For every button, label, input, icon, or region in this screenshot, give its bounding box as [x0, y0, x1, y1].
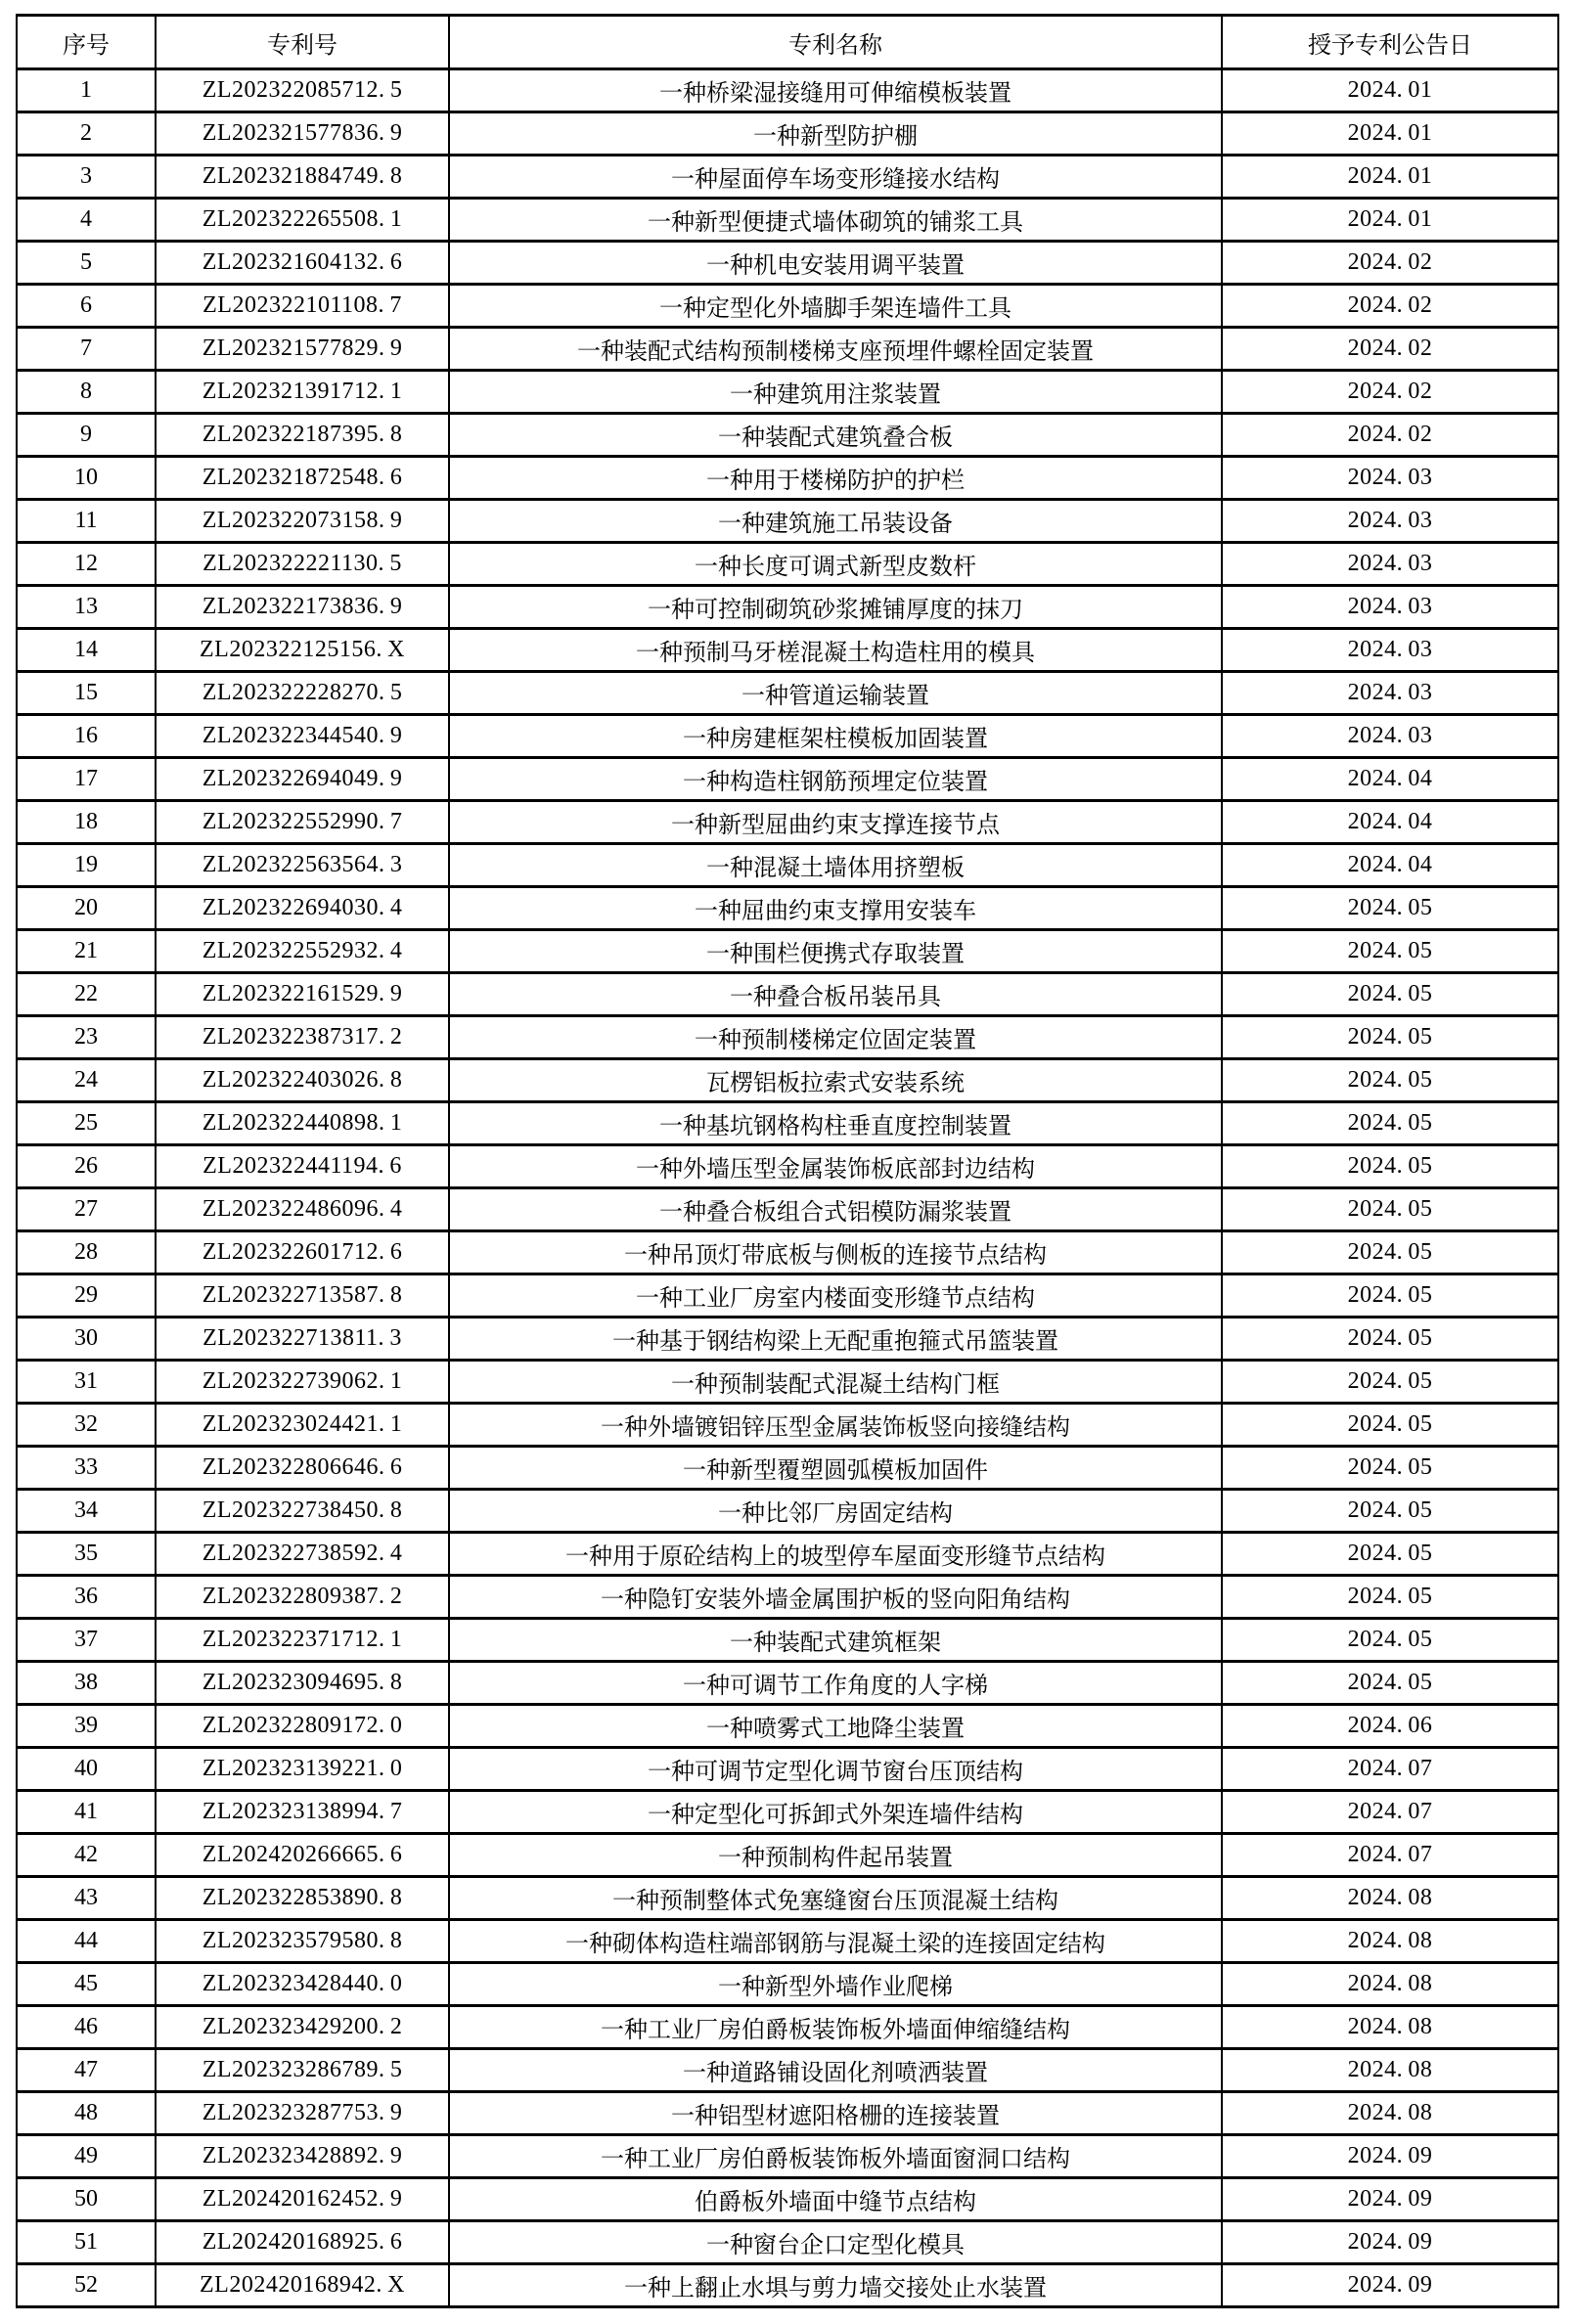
cell-index: 6 [17, 285, 156, 328]
table-row [17, 1920, 1558, 1963]
cell-patent-no: ZL202322552932. 4 [156, 930, 449, 973]
cell-grant-date: 2024. 09 [1222, 2178, 1558, 2221]
table-row [17, 199, 1558, 242]
cell-patent-name: 一种新型防护棚 [449, 112, 1222, 156]
cell-index: 24 [17, 1059, 156, 1102]
table-row [17, 285, 1558, 328]
cell-grant-date: 2024. 08 [1222, 1920, 1558, 1963]
cell-index: 43 [17, 1877, 156, 1920]
cell-grant-date: 2024. 08 [1222, 2092, 1558, 2135]
cell-grant-date: 2024. 07 [1222, 1791, 1558, 1834]
cell-index: 25 [17, 1102, 156, 1145]
table-row [17, 1877, 1558, 1920]
cell-patent-no: ZL202322713587. 8 [156, 1274, 449, 1318]
cell-patent-name: 一种建筑施工吊装设备 [449, 500, 1222, 543]
table-row [17, 1145, 1558, 1188]
table-row [17, 242, 1558, 285]
cell-grant-date: 2024. 01 [1222, 156, 1558, 199]
table-header-row [17, 16, 1558, 69]
cell-patent-name: 一种建筑用注浆装置 [449, 371, 1222, 414]
cell-patent-no: ZL202321577829. 9 [156, 328, 449, 371]
cell-patent-name: 一种装配式建筑叠合板 [449, 414, 1222, 457]
table-row [17, 672, 1558, 715]
cell-index: 35 [17, 1533, 156, 1576]
cell-index: 42 [17, 1834, 156, 1877]
cell-patent-name: 一种工业厂房伯爵板装饰板外墙面窗洞口结构 [449, 2135, 1222, 2178]
cell-patent-no: ZL202322344540. 9 [156, 715, 449, 758]
cell-patent-name: 一种基于钢结构梁上无配重抱箍式吊篮装置 [449, 1318, 1222, 1361]
table-row [17, 2264, 1558, 2307]
cell-index: 36 [17, 1576, 156, 1619]
table-row [17, 1102, 1558, 1145]
cell-grant-date: 2024. 05 [1222, 1318, 1558, 1361]
cell-index: 49 [17, 2135, 156, 2178]
cell-patent-no: ZL202322738592. 4 [156, 1533, 449, 1576]
cell-patent-name: 一种外墙压型金属装饰板底部封边结构 [449, 1145, 1222, 1188]
cell-patent-no: ZL202323429200. 2 [156, 2006, 449, 2049]
table-row [17, 156, 1558, 199]
cell-grant-date: 2024. 05 [1222, 1059, 1558, 1102]
cell-index: 31 [17, 1361, 156, 1404]
table-row [17, 1361, 1558, 1404]
cell-patent-name: 一种新型便捷式墙体砌筑的铺浆工具 [449, 199, 1222, 242]
cell-patent-name: 一种窗台企口定型化模具 [449, 2221, 1222, 2264]
cell-patent-name: 一种新型屈曲约束支撑连接节点 [449, 801, 1222, 844]
table-row [17, 1963, 1558, 2006]
table-row [17, 2221, 1558, 2264]
cell-patent-no: ZL202322486096. 4 [156, 1188, 449, 1231]
table-row [17, 844, 1558, 887]
cell-patent-no: ZL202323138994. 7 [156, 1791, 449, 1834]
cell-patent-no: ZL202322806646. 6 [156, 1447, 449, 1490]
table-row [17, 2092, 1558, 2135]
cell-patent-no: ZL202322265508. 1 [156, 199, 449, 242]
table-row [17, 457, 1558, 500]
cell-patent-no: ZL202322125156. X [156, 629, 449, 672]
table-row [17, 1705, 1558, 1748]
cell-grant-date: 2024. 04 [1222, 844, 1558, 887]
cell-index: 45 [17, 1963, 156, 2006]
cell-patent-name: 一种基坑钢格构柱垂直度控制装置 [449, 1102, 1222, 1145]
cell-patent-name: 一种定型化可拆卸式外架连墙件结构 [449, 1791, 1222, 1834]
cell-patent-no: ZL202323579580. 8 [156, 1920, 449, 1963]
cell-patent-no: ZL202420266665. 6 [156, 1834, 449, 1877]
cell-grant-date: 2024. 02 [1222, 242, 1558, 285]
cell-patent-no: ZL202322713811. 3 [156, 1318, 449, 1361]
cell-grant-date: 2024. 03 [1222, 543, 1558, 586]
cell-index: 33 [17, 1447, 156, 1490]
cell-patent-no: ZL202322441194. 6 [156, 1145, 449, 1188]
cell-grant-date: 2024. 05 [1222, 1231, 1558, 1274]
cell-grant-date: 2024. 08 [1222, 1877, 1558, 1920]
cell-patent-no: ZL202323024421. 1 [156, 1404, 449, 1447]
cell-index: 46 [17, 2006, 156, 2049]
cell-patent-no: ZL202322387317. 2 [156, 1016, 449, 1059]
cell-grant-date: 2024. 05 [1222, 1361, 1558, 1404]
cell-index: 2 [17, 112, 156, 156]
cell-index: 37 [17, 1619, 156, 1662]
cell-patent-name: 一种铝型材遮阳格栅的连接装置 [449, 2092, 1222, 2135]
cell-patent-name: 一种机电安装用调平装置 [449, 242, 1222, 285]
table-row [17, 2135, 1558, 2178]
cell-index: 41 [17, 1791, 156, 1834]
cell-index: 1 [17, 69, 156, 112]
cell-grant-date: 2024. 05 [1222, 1619, 1558, 1662]
cell-patent-name: 一种预制整体式免塞缝窗台压顶混凝土结构 [449, 1877, 1222, 1920]
cell-patent-name: 一种管道运输装置 [449, 672, 1222, 715]
cell-index: 51 [17, 2221, 156, 2264]
cell-patent-no: ZL202322221130. 5 [156, 543, 449, 586]
cell-index: 12 [17, 543, 156, 586]
cell-index: 10 [17, 457, 156, 500]
cell-grant-date: 2024. 05 [1222, 1576, 1558, 1619]
cell-patent-name: 一种上翻止水埧与剪力墙交接处止水装置 [449, 2264, 1222, 2307]
table-row [17, 414, 1558, 457]
table-row [17, 500, 1558, 543]
cell-patent-name: 一种装配式建筑框架 [449, 1619, 1222, 1662]
cell-patent-no: ZL202322403026. 8 [156, 1059, 449, 1102]
cell-grant-date: 2024. 02 [1222, 414, 1558, 457]
cell-patent-name: 一种房建框架柱模板加固装置 [449, 715, 1222, 758]
cell-patent-no: ZL202323428440. 0 [156, 1963, 449, 2006]
cell-grant-date: 2024. 05 [1222, 1102, 1558, 1145]
cell-patent-no: ZL202322601712. 6 [156, 1231, 449, 1274]
cell-index: 3 [17, 156, 156, 199]
cell-index: 47 [17, 2049, 156, 2092]
cell-patent-name: 一种叠合板吊装吊具 [449, 973, 1222, 1016]
cell-patent-name: 一种预制装配式混凝土结构门框 [449, 1361, 1222, 1404]
table-row [17, 1619, 1558, 1662]
cell-grant-date: 2024. 09 [1222, 2221, 1558, 2264]
cell-patent-no: ZL202322694049. 9 [156, 758, 449, 801]
cell-patent-no: ZL202323287753. 9 [156, 2092, 449, 2135]
cell-grant-date: 2024. 05 [1222, 1274, 1558, 1318]
cell-patent-no: ZL202321872548. 6 [156, 457, 449, 500]
table-row [17, 371, 1558, 414]
cell-patent-name: 一种比邻厂房固定结构 [449, 1490, 1222, 1533]
cell-grant-date: 2024. 03 [1222, 500, 1558, 543]
cell-index: 27 [17, 1188, 156, 1231]
cell-grant-date: 2024. 03 [1222, 629, 1558, 672]
cell-grant-date: 2024. 07 [1222, 1834, 1558, 1877]
cell-grant-date: 2024. 05 [1222, 1447, 1558, 1490]
cell-patent-no: ZL202323286789. 5 [156, 2049, 449, 2092]
cell-grant-date: 2024. 03 [1222, 586, 1558, 629]
cell-patent-name: 一种用于楼梯防护的护栏 [449, 457, 1222, 500]
cell-grant-date: 2024. 05 [1222, 1188, 1558, 1231]
cell-patent-name: 一种预制楼梯定位固定装置 [449, 1016, 1222, 1059]
cell-grant-date: 2024. 02 [1222, 371, 1558, 414]
cell-patent-name: 一种工业厂房伯爵板装饰板外墙面伸缩缝结构 [449, 2006, 1222, 2049]
cell-patent-no: ZL202321577836. 9 [156, 112, 449, 156]
cell-index: 11 [17, 500, 156, 543]
cell-patent-no: ZL202420168942. X [156, 2264, 449, 2307]
table-row [17, 328, 1558, 371]
cell-patent-name: 一种屋面停车场变形缝接水结构 [449, 156, 1222, 199]
table-row [17, 1188, 1558, 1231]
column-header-patent-no: 专利号 [156, 16, 449, 69]
cell-index: 34 [17, 1490, 156, 1533]
table-row [17, 69, 1558, 112]
table-row [17, 2049, 1558, 2092]
cell-grant-date: 2024. 01 [1222, 199, 1558, 242]
table-row [17, 1059, 1558, 1102]
cell-grant-date: 2024. 04 [1222, 801, 1558, 844]
cell-index: 5 [17, 242, 156, 285]
cell-patent-name: 一种外墙镀铝锌压型金属装饰板竖向接缝结构 [449, 1404, 1222, 1447]
cell-patent-no: ZL202322228270. 5 [156, 672, 449, 715]
cell-grant-date: 2024. 01 [1222, 112, 1558, 156]
cell-index: 23 [17, 1016, 156, 1059]
cell-index: 44 [17, 1920, 156, 1963]
cell-index: 21 [17, 930, 156, 973]
column-header-patent-name: 专利名称 [449, 16, 1222, 69]
cell-patent-no: ZL202321391712. 1 [156, 371, 449, 414]
cell-patent-no: ZL202321604132. 6 [156, 242, 449, 285]
cell-grant-date: 2024. 05 [1222, 930, 1558, 973]
table-row [17, 973, 1558, 1016]
table-row [17, 1490, 1558, 1533]
cell-index: 28 [17, 1231, 156, 1274]
cell-patent-no: ZL202322853890. 8 [156, 1877, 449, 1920]
table-row [17, 1404, 1558, 1447]
table-row [17, 1231, 1558, 1274]
cell-patent-no: ZL202323139221. 0 [156, 1748, 449, 1791]
table-row [17, 1447, 1558, 1490]
table-row [17, 930, 1558, 973]
cell-grant-date: 2024. 05 [1222, 887, 1558, 930]
table-row [17, 1662, 1558, 1705]
cell-grant-date: 2024. 05 [1222, 1404, 1558, 1447]
table-body [17, 69, 1558, 2307]
cell-patent-no: ZL202322173836. 9 [156, 586, 449, 629]
cell-grant-date: 2024. 01 [1222, 69, 1558, 112]
cell-patent-name: 一种围栏便携式存取装置 [449, 930, 1222, 973]
cell-patent-name: 一种定型化外墙脚手架连墙件工具 [449, 285, 1222, 328]
cell-index: 20 [17, 887, 156, 930]
cell-patent-no: ZL202322085712. 5 [156, 69, 449, 112]
cell-patent-name: 一种道路铺设固化剂喷洒装置 [449, 2049, 1222, 2092]
cell-grant-date: 2024. 02 [1222, 285, 1558, 328]
cell-patent-name: 一种混凝土墙体用挤塑板 [449, 844, 1222, 887]
cell-patent-name: 一种新型覆塑圆弧模板加固件 [449, 1447, 1222, 1490]
cell-patent-name: 一种吊顶灯带底板与侧板的连接节点结构 [449, 1231, 1222, 1274]
table-row [17, 1791, 1558, 1834]
cell-grant-date: 2024. 03 [1222, 715, 1558, 758]
table-row [17, 543, 1558, 586]
cell-grant-date: 2024. 08 [1222, 1963, 1558, 2006]
cell-index: 9 [17, 414, 156, 457]
cell-patent-name: 一种用于原砼结构上的坡型停车屋面变形缝节点结构 [449, 1533, 1222, 1576]
cell-patent-name: 一种可控制砌筑砂浆摊铺厚度的抹刀 [449, 586, 1222, 629]
table-row [17, 1533, 1558, 1576]
cell-index: 26 [17, 1145, 156, 1188]
table-row [17, 1016, 1558, 1059]
cell-patent-no: ZL202322440898. 1 [156, 1102, 449, 1145]
table-row [17, 1274, 1558, 1318]
cell-index: 14 [17, 629, 156, 672]
table-row [17, 2006, 1558, 2049]
table-row [17, 586, 1558, 629]
cell-grant-date: 2024. 05 [1222, 973, 1558, 1016]
cell-grant-date: 2024. 02 [1222, 328, 1558, 371]
table-row [17, 1748, 1558, 1791]
cell-patent-no: ZL202322563564. 3 [156, 844, 449, 887]
cell-grant-date: 2024. 05 [1222, 1662, 1558, 1705]
cell-index: 50 [17, 2178, 156, 2221]
cell-grant-date: 2024. 03 [1222, 672, 1558, 715]
cell-index: 32 [17, 1404, 156, 1447]
cell-patent-no: ZL202323428892. 9 [156, 2135, 449, 2178]
cell-patent-no: ZL202322161529. 9 [156, 973, 449, 1016]
cell-grant-date: 2024. 07 [1222, 1748, 1558, 1791]
patent-table [16, 14, 1559, 2308]
cell-grant-date: 2024. 08 [1222, 2006, 1558, 2049]
cell-index: 18 [17, 801, 156, 844]
table-row [17, 2178, 1558, 2221]
cell-patent-no: ZL202321884749. 8 [156, 156, 449, 199]
cell-patent-name: 伯爵板外墙面中缝节点结构 [449, 2178, 1222, 2221]
cell-patent-name: 一种装配式结构预制楼梯支座预埋件螺栓固定装置 [449, 328, 1222, 371]
cell-patent-no: ZL202322739062. 1 [156, 1361, 449, 1404]
cell-patent-name: 一种长度可调式新型皮数杆 [449, 543, 1222, 586]
cell-patent-name: 一种桥梁湿接缝用可伸缩模板装置 [449, 69, 1222, 112]
cell-patent-name: 瓦楞铝板拉索式安装系统 [449, 1059, 1222, 1102]
cell-patent-name: 一种可调节定型化调节窗台压顶结构 [449, 1748, 1222, 1791]
cell-patent-no: ZL202322101108. 7 [156, 285, 449, 328]
cell-index: 7 [17, 328, 156, 371]
table-row [17, 1318, 1558, 1361]
cell-index: 22 [17, 973, 156, 1016]
cell-index: 19 [17, 844, 156, 887]
cell-grant-date: 2024. 09 [1222, 2264, 1558, 2307]
cell-patent-name: 一种叠合板组合式铝模防漏浆装置 [449, 1188, 1222, 1231]
cell-index: 17 [17, 758, 156, 801]
column-header-index: 序号 [17, 16, 156, 69]
column-header-grant-date: 授予专利公告日 [1222, 16, 1558, 69]
table-row [17, 1576, 1558, 1619]
cell-index: 29 [17, 1274, 156, 1318]
cell-index: 30 [17, 1318, 156, 1361]
cell-patent-no: ZL202322187395. 8 [156, 414, 449, 457]
cell-patent-no: ZL202420162452. 9 [156, 2178, 449, 2221]
cell-patent-no: ZL202323094695. 8 [156, 1662, 449, 1705]
cell-patent-name: 一种砌体构造柱端部钢筋与混凝土梁的连接固定结构 [449, 1920, 1222, 1963]
cell-patent-no: ZL202322738450. 8 [156, 1490, 449, 1533]
cell-patent-no: ZL202420168925. 6 [156, 2221, 449, 2264]
cell-grant-date: 2024. 05 [1222, 1490, 1558, 1533]
cell-patent-no: ZL202322371712. 1 [156, 1619, 449, 1662]
table-row [17, 887, 1558, 930]
cell-index: 40 [17, 1748, 156, 1791]
cell-patent-no: ZL202322552990. 7 [156, 801, 449, 844]
cell-grant-date: 2024. 04 [1222, 758, 1558, 801]
cell-grant-date: 2024. 08 [1222, 2049, 1558, 2092]
cell-patent-name: 一种隐钉安装外墙金属围护板的竖向阳角结构 [449, 1576, 1222, 1619]
cell-index: 13 [17, 586, 156, 629]
cell-patent-name: 一种构造柱钢筋预埋定位装置 [449, 758, 1222, 801]
cell-index: 4 [17, 199, 156, 242]
cell-grant-date: 2024. 09 [1222, 2135, 1558, 2178]
cell-grant-date: 2024. 03 [1222, 457, 1558, 500]
cell-patent-no: ZL202322809387. 2 [156, 1576, 449, 1619]
cell-index: 52 [17, 2264, 156, 2307]
cell-index: 38 [17, 1662, 156, 1705]
cell-index: 15 [17, 672, 156, 715]
cell-patent-no: ZL202322694030. 4 [156, 887, 449, 930]
cell-patent-name: 一种预制马牙槎混凝土构造柱用的模具 [449, 629, 1222, 672]
cell-patent-name: 一种可调节工作角度的人字梯 [449, 1662, 1222, 1705]
table-row [17, 715, 1558, 758]
cell-patent-name: 一种新型外墙作业爬梯 [449, 1963, 1222, 2006]
table-row [17, 112, 1558, 156]
cell-patent-name: 一种工业厂房室内楼面变形缝节点结构 [449, 1274, 1222, 1318]
table-row [17, 629, 1558, 672]
table-row [17, 801, 1558, 844]
table-row [17, 1834, 1558, 1877]
cell-patent-no: ZL202322809172. 0 [156, 1705, 449, 1748]
cell-grant-date: 2024. 05 [1222, 1016, 1558, 1059]
cell-index: 8 [17, 371, 156, 414]
cell-patent-name: 一种预制构件起吊装置 [449, 1834, 1222, 1877]
table-row [17, 758, 1558, 801]
cell-patent-name: 一种屈曲约束支撑用安装车 [449, 887, 1222, 930]
cell-grant-date: 2024. 05 [1222, 1533, 1558, 1576]
cell-grant-date: 2024. 05 [1222, 1145, 1558, 1188]
cell-patent-name: 一种喷雾式工地降尘装置 [449, 1705, 1222, 1748]
cell-grant-date: 2024. 06 [1222, 1705, 1558, 1748]
cell-index: 16 [17, 715, 156, 758]
cell-patent-no: ZL202322073158. 9 [156, 500, 449, 543]
cell-index: 48 [17, 2092, 156, 2135]
cell-index: 39 [17, 1705, 156, 1748]
